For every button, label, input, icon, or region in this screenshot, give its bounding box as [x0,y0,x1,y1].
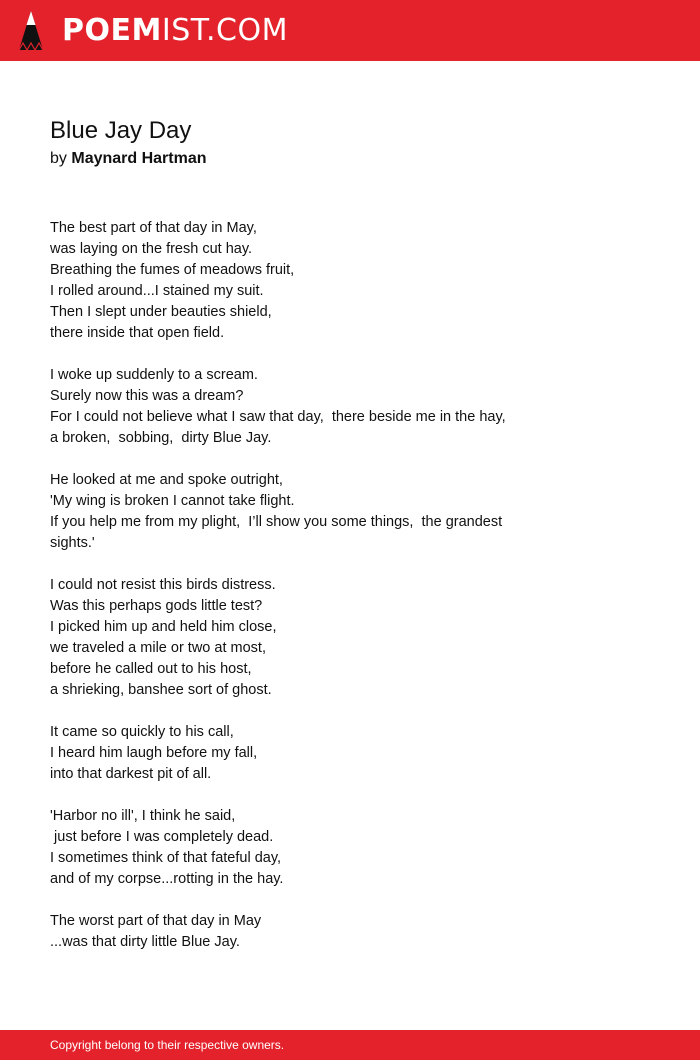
poem-line: Then I slept under beauties shield, [50,304,272,320]
poem-line: The worst part of that day in May [50,913,262,929]
poem-line: I rolled around...I stained my suit. [50,283,264,299]
poem-line: Breathing the fumes of meadows fruit, [50,262,295,278]
poem-stanza [50,365,670,449]
poem-line: 'Harbor no ill', I think he said, [50,808,236,824]
poem-line: I could not resist this birds distress. [50,577,276,593]
poem-line: He looked at me and spoke outright, [50,472,283,488]
poem-line: If you help me from my plight, I’ll show you some things, the grandest [50,514,503,530]
poem-stanza [50,218,670,344]
poem-line: It came so quickly to his call, [50,724,234,740]
poem-line: Surely now this was a dream? [50,388,244,404]
brand-light: IST.COM [161,12,288,48]
poem-line: was laying on the fresh cut hay. [50,241,253,257]
poem-body [50,218,670,974]
brand-bold: POEM [62,12,162,48]
poem-line: into that darkest pit of all. [50,766,212,782]
poem-stanza [50,806,670,890]
site-header [0,0,700,61]
poem-line: I sometimes think of that fateful day, [50,850,282,866]
pencil-tip-icon[interactable] [18,10,44,52]
poem-line: I woke up suddenly to a scream. [50,367,258,383]
poem-stanza [50,722,670,785]
author-name: Maynard Hartman [71,150,207,167]
poem-line: The best part of that day in May, [50,220,257,236]
poem-line: 'My wing is broken I cannot take flight. [50,493,295,509]
poem-line: sights.' [50,535,95,551]
poem-line: I picked him up and held him close, [50,619,277,635]
poem-line: and of my corpse...rotting in the hay. [50,871,284,887]
poem-line: ...was that dirty little Blue Jay. [50,934,240,950]
poem-line: I heard him laugh before my fall, [50,745,258,761]
by-label: by [50,150,67,167]
site-footer [0,1030,700,1060]
poem-line: there inside that open field. [50,325,225,341]
byline [50,148,207,170]
poem-title: Blue Jay Day [50,117,192,144]
poem-stanza [50,470,670,554]
poem-line: Was this perhaps gods little test? [50,598,263,614]
poem-line: just before I was completely dead. [50,829,274,845]
poem-line: For I could not believe what I saw that day, there beside me in the hay, [50,409,506,425]
poem-line: before he called out to his host, [50,661,252,677]
poem-line: a broken, sobbing, dirty Blue Jay. [50,430,272,446]
poem-line: we traveled a mile or two at most, [50,640,266,656]
site-logo[interactable] [62,12,288,48]
poem-line: a shrieking, banshee sort of ghost. [50,682,272,698]
poem-stanza [50,575,670,701]
copyright-notice: Copyright belong to their respective owners. [50,1038,285,1052]
poem-stanza [50,911,670,953]
